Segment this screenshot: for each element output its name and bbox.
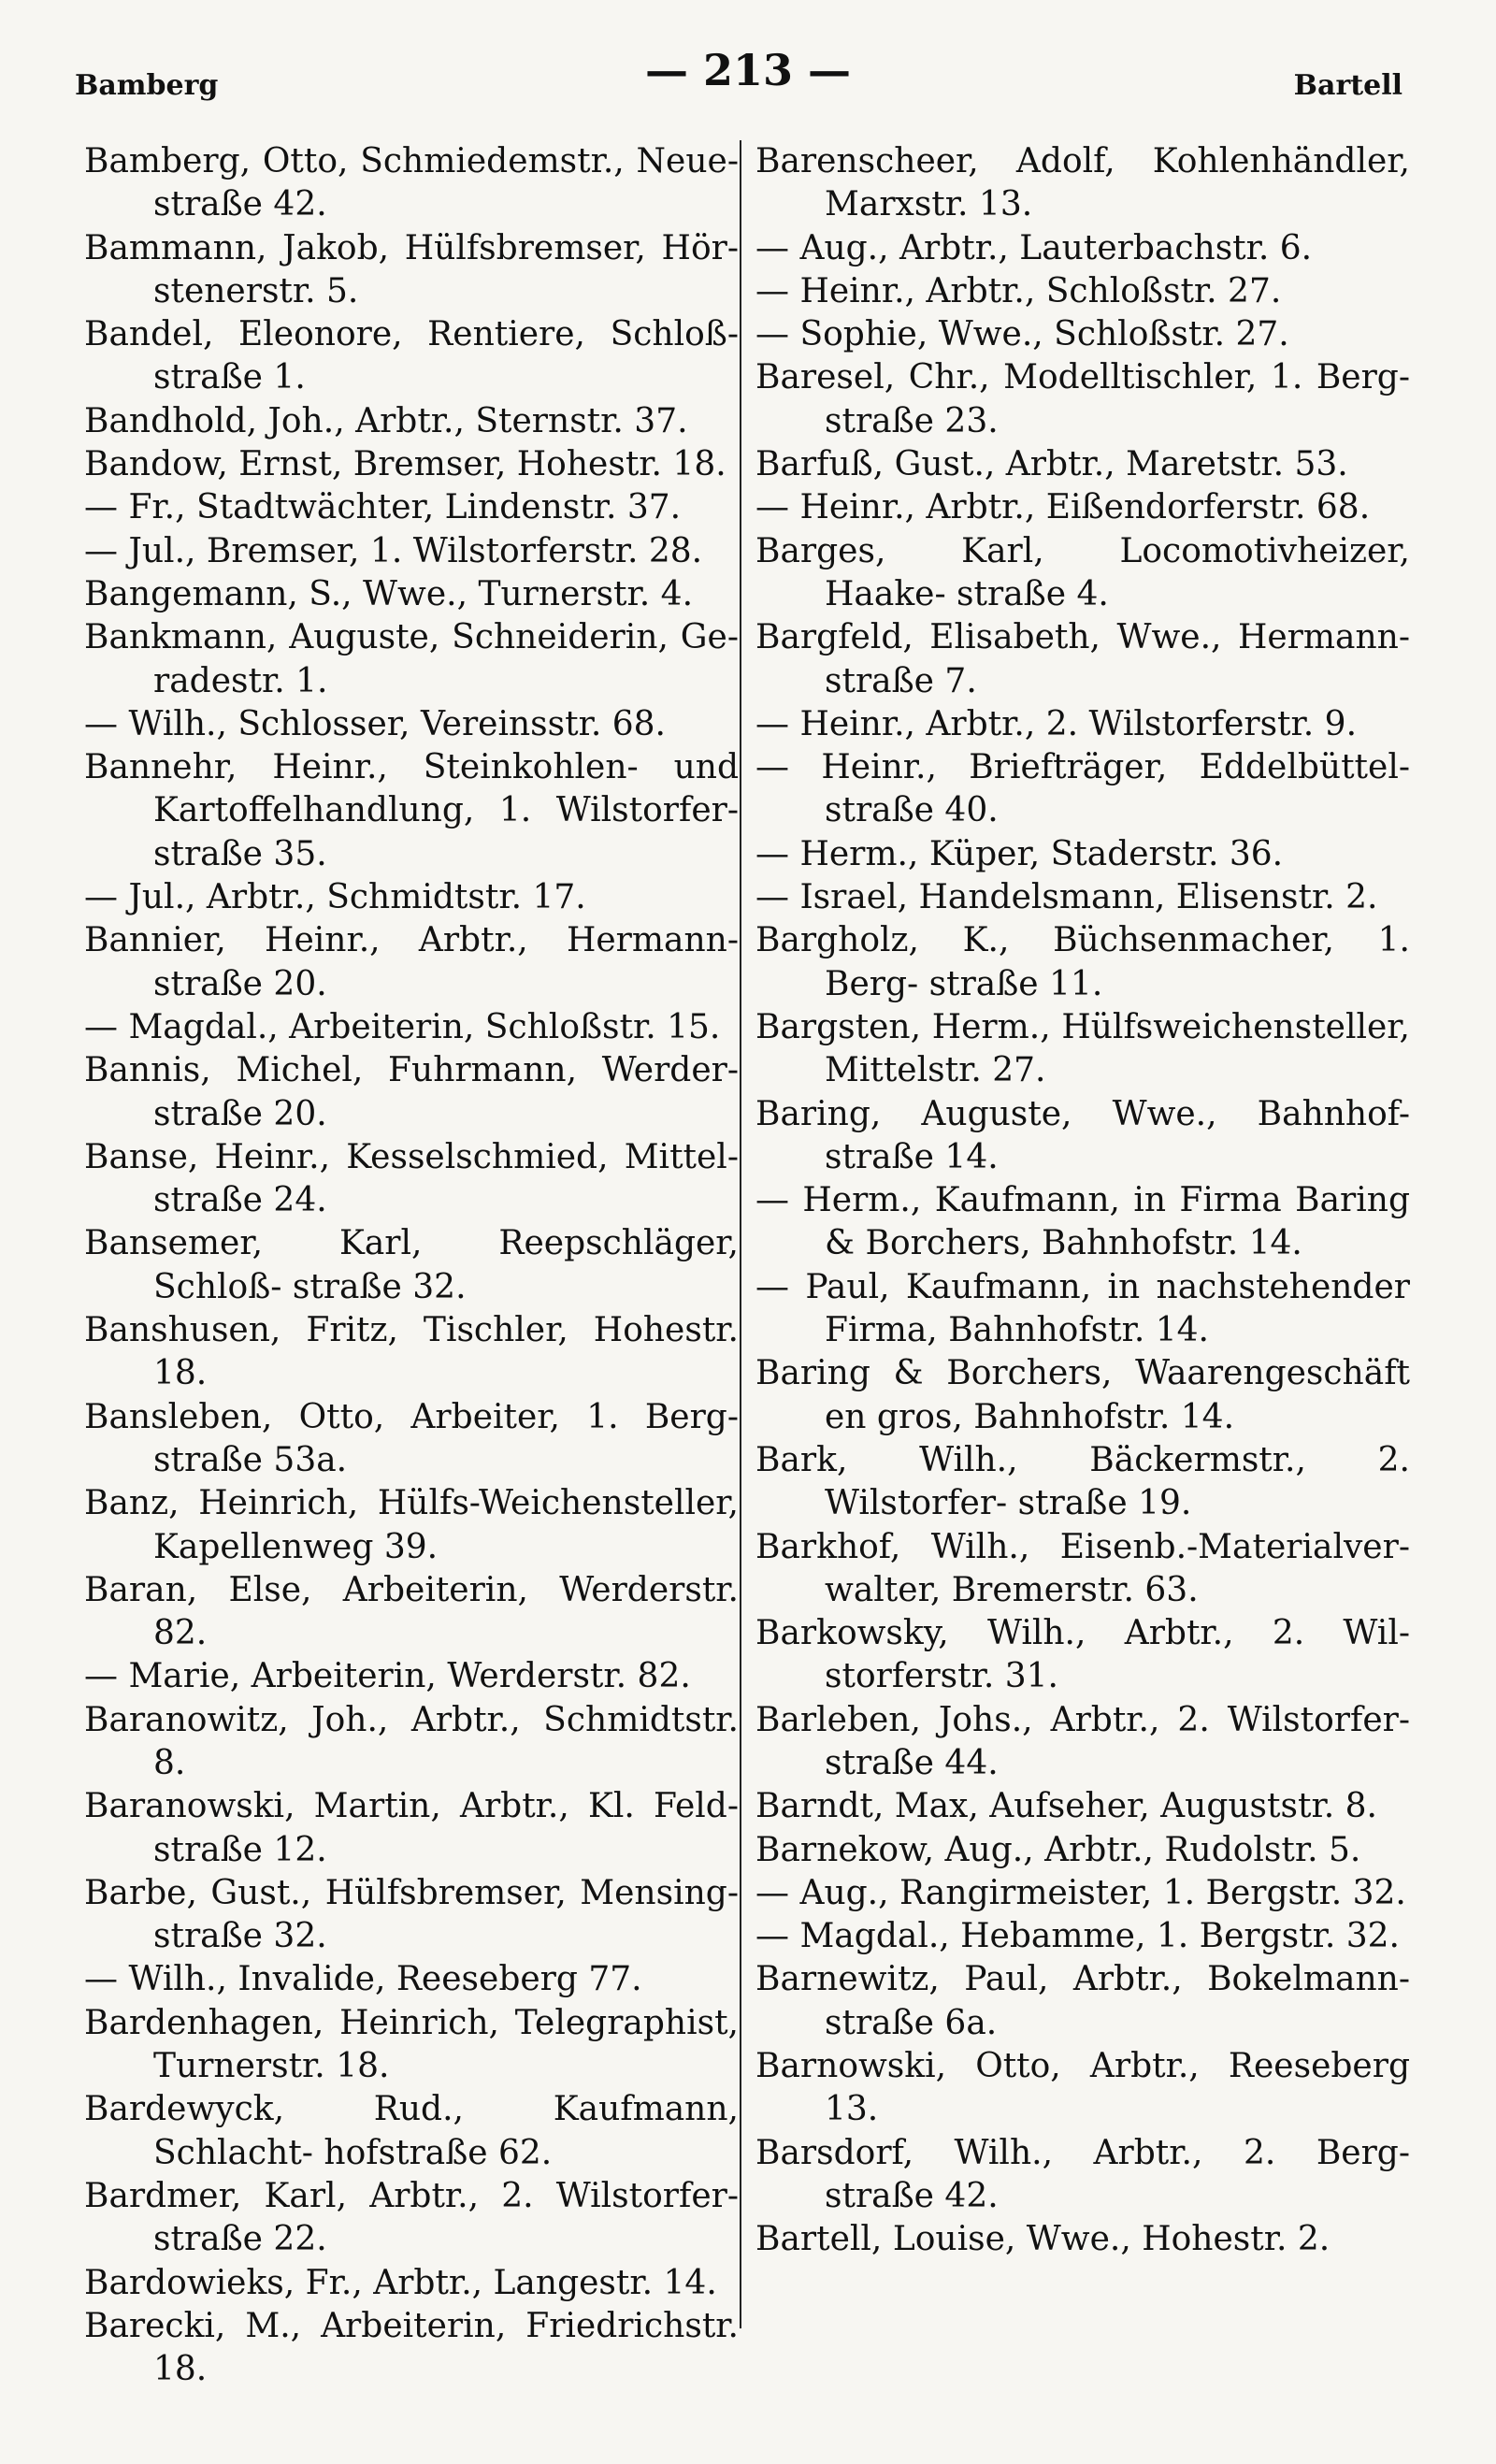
list-item: — Sophie, Wwe., Schloßstr. 27. — [755, 315, 1289, 354]
list-item: Banse, Heinr., Kesselschmied, Mittel- straße 24. — [84, 1137, 739, 1220]
page-header — [0, 45, 1496, 110]
list-item: Baring, Auguste, Wwe., Bahnhof- straße 14. — [755, 1094, 1410, 1176]
list-item: — Magdal., Hebamme, 1. Bergstr. 32. — [755, 1917, 1400, 1956]
header-right-keyword: Bartell — [1293, 69, 1402, 102]
list-item: Banshusen, Fritz, Tischler, Hohestr. 18. — [84, 1311, 739, 1393]
list-item: Baranowitz, Joh., Arbtr., Schmidtstr. 8. — [84, 1700, 739, 1782]
list-item: Bangemann, S., Wwe., Turnerstr. 4. — [84, 574, 694, 613]
list-item: — Fr., Stadtwächter, Lindenstr. 37. — [84, 488, 682, 527]
list-item: Bammann, Jakob, Hülfsbremser, Hör- stenerstr. 5. — [84, 228, 739, 310]
list-item: Barnowski, Otto, Arbtr., Reeseberg 13. — [755, 2047, 1410, 2129]
list-item: — Jul., Arbtr., Schmidtstr. 17. — [84, 878, 586, 917]
list-item: — Herm., Kaufmann, in Firma Baring & Borchers, Bahnhofstr. 14. — [755, 1181, 1410, 1263]
list-item: Bargsten, Herm., Hülfsweichensteller, Mittelstr. 27. — [755, 1007, 1410, 1090]
list-item: Bardowieks, Fr., Arbtr., Langestr. 14. — [84, 2263, 717, 2302]
list-item: Baranowski, Martin, Arbtr., Kl. Feld- straße 12. — [84, 1787, 739, 1869]
list-item: Bankmann, Auguste, Schneiderin, Ge- radestr. 1. — [84, 618, 739, 700]
list-item: Barbe, Gust., Hülfsbremser, Mensing- straße 32. — [84, 1873, 739, 1956]
list-item: — Wilh., Invalide, Reeseberg 77. — [84, 1960, 642, 1999]
list-item: Baran, Else, Arbeiterin, Werderstr. 82. — [84, 1570, 739, 1653]
page-number: — 213 — — [644, 45, 852, 95]
list-item: Bandel, Eleonore, Rentiere, Schloß- straße 1. — [84, 315, 739, 397]
list-item: Baresel, Chr., Modelltischler, 1. Berg- straße 23. — [755, 358, 1410, 440]
right-column — [755, 140, 1410, 2262]
list-item: Bannehr, Heinr., Steinkohlen- und Kartoffelhandlung, 1. Wilstorfer- straße 35. — [84, 748, 739, 873]
list-item: Bargholz, K., Büchsenmacher, 1. Berg- straße 11. — [755, 921, 1410, 1003]
list-item: — Heinr., Arbtr., Schloßstr. 27. — [755, 271, 1282, 310]
list-item: — Aug., Arbtr., Lauterbachstr. 6. — [755, 228, 1313, 267]
list-item: — Herm., Küper, Staderstr. 36. — [755, 834, 1284, 873]
list-item: Bamberg, Otto, Schmiedemstr., Neue- straße 42. — [84, 142, 739, 224]
left-column — [84, 140, 739, 2391]
list-item: Bansleben, Otto, Arbeiter, 1. Berg- straße 53a. — [84, 1397, 739, 1479]
list-item: Barecki, M., Arbeiterin, Friedrichstr. 18. — [84, 2306, 739, 2389]
list-item: Bardmer, Karl, Arbtr., 2. Wilstorfer- straße 22. — [84, 2176, 739, 2259]
list-item: — Marie, Arbeiterin, Werderstr. 82. — [84, 1657, 691, 1696]
list-item: Barges, Karl, Locomotivheizer, Haake- straße 4. — [755, 531, 1410, 613]
list-item: Bardewyck, Rud., Kaufmann, Schlacht- hofstraße 62. — [84, 2090, 739, 2172]
list-item: Barfuß, Gust., Arbtr., Maretstr. 53. — [755, 445, 1348, 484]
list-item: — Israel, Handelsmann, Elisenstr. 2. — [755, 878, 1378, 917]
list-item: Barenscheer, Adolf, Kohlenhändler, Marxstr. 13. — [755, 142, 1410, 224]
list-item: Barkowsky, Wilh., Arbtr., 2. Wil- storferstr. 31. — [755, 1614, 1410, 1696]
list-item: — Paul, Kaufmann, in nachstehender Firma, Bahnhofstr. 14. — [755, 1267, 1410, 1350]
list-item: Bardenhagen, Heinrich, Telegraphist, Turnerstr. 18. — [84, 2003, 739, 2086]
header-left-keyword: Bamberg — [75, 69, 219, 102]
list-item: Bannis, Michel, Fuhrmann, Werder- straße 20. — [84, 1051, 739, 1133]
list-item: Barnewitz, Paul, Arbtr., Bokelmann- straße 6a. — [755, 1960, 1410, 2042]
list-item: — Heinr., Briefträger, Eddelbüttel- straße 40. — [755, 748, 1410, 830]
list-item: — Jul., Bremser, 1. Wilstorferstr. 28. — [84, 531, 703, 570]
list-item: — Aug., Rangirmeister, 1. Bergstr. 32. — [755, 1873, 1406, 1912]
list-item: — Heinr., Arbtr., Eißendorferstr. 68. — [755, 488, 1371, 527]
list-item: — Heinr., Arbtr., 2. Wilstorferstr. 9. — [755, 704, 1358, 743]
list-item: — Magdal., Arbeiterin, Schloßstr. 15. — [84, 1007, 721, 1046]
list-item: Barleben, Johs., Arbtr., 2. Wilstorfer- straße 44. — [755, 1700, 1410, 1782]
list-item: Bandow, Ernst, Bremser, Hohestr. 18. — [84, 445, 726, 484]
list-item: Barsdorf, Wilh., Arbtr., 2. Berg- straße 42. — [755, 2133, 1410, 2215]
list-item: Barkhof, Wilh., Eisenb.-Materialver- walter, Bremerstr. 63. — [755, 1527, 1410, 1609]
list-item: Bannier, Heinr., Arbtr., Hermann- straße 20. — [84, 921, 739, 1003]
column-divider — [740, 140, 741, 2328]
list-item: — Wilh., Schlosser, Vereinsstr. 68. — [84, 704, 666, 743]
list-item: Bandhold, Joh., Arbtr., Sternstr. 37. — [84, 401, 688, 440]
list-item: Banz, Heinrich, Hülfs-Weichensteller, Kapellenweg 39. — [84, 1484, 739, 1566]
list-item: Baring & Borchers, Waarengeschäft en gros, Bahnhofstr. 14. — [755, 1354, 1410, 1436]
list-item: Bansemer, Karl, Reepschläger, Schloß- straße 32. — [84, 1224, 739, 1306]
list-item: Barndt, Max, Aufseher, Auguststr. 8. — [755, 1787, 1377, 1826]
list-item: Barnekow, Aug., Arbtr., Rudolstr. 5. — [755, 1830, 1361, 1869]
list-item: Bartell, Louise, Wwe., Hohestr. 2. — [755, 2220, 1331, 2259]
list-item: Bark, Wilh., Bäckermstr., 2. Wilstorfer- straße 19. — [755, 1440, 1410, 1523]
list-item: Bargfeld, Elisabeth, Wwe., Hermann- straße 7. — [755, 618, 1410, 700]
